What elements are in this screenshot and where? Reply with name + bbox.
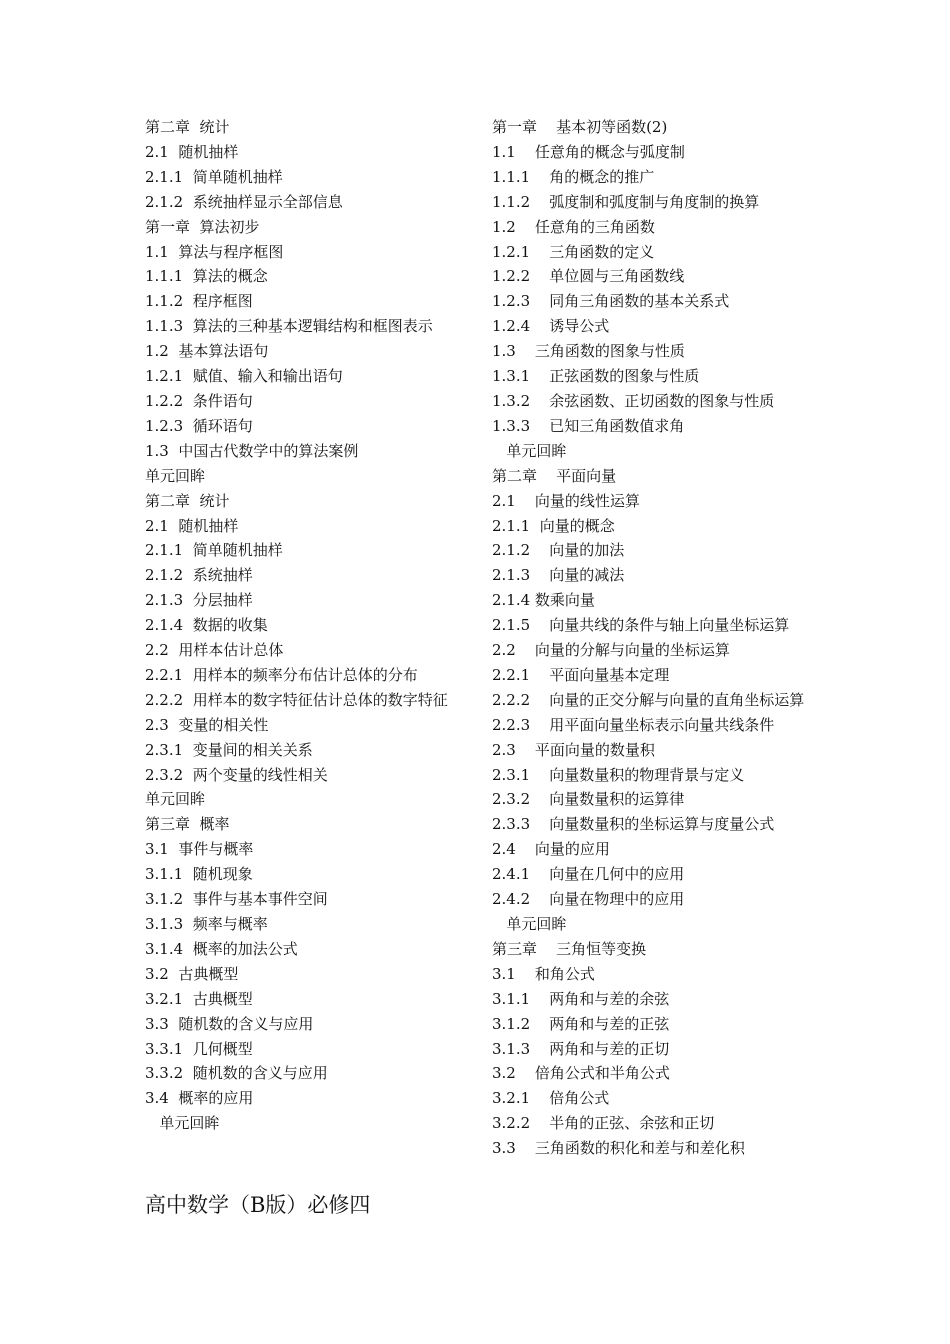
toc-entry: 2.3.2 向量数量积的运算律 [492, 790, 685, 809]
toc-entry: 2.2 向量的分解与向量的坐标运算 [492, 641, 730, 660]
toc-entry: 3.3.2 随机数的含义与应用 [145, 1064, 328, 1083]
toc-entry: 1.1 算法与程序框图 [145, 242, 284, 261]
toc-entry: 单元回眸 [492, 441, 567, 460]
toc-entry: 1.3.3 已知三角函数值求角 [492, 416, 685, 435]
toc-entry: 第一章 算法初步 [145, 217, 260, 236]
toc-entry: 2.3 变量的相关性 [145, 715, 269, 734]
toc-entry: 第一章 基本初等函数(2) [492, 118, 668, 136]
toc-entry: 2.2.3 用平面向量坐标表示向量共线条件 [492, 715, 775, 734]
toc-entry: 第三章 三角恒等变换 [492, 939, 647, 958]
toc-entry: 3.1 和角公式 [492, 964, 595, 983]
toc-entry: 3.3 三角函数的积化和差与和差化积 [492, 1139, 745, 1158]
right-toc-column [492, 115, 814, 1161]
toc-entry: 2.1.3 分层抽样 [145, 591, 253, 610]
toc-entry: 2.1 向量的线性运算 [492, 491, 640, 510]
toc-entry: 1.1.1 角的概念的推广 [492, 167, 655, 186]
toc-entry: 3.2 古典概型 [145, 964, 239, 983]
toc-entry: 2.4.1 向量在几何中的应用 [492, 865, 685, 884]
toc-entry: 单元回眸 [145, 466, 206, 485]
book-title: 高中数学（B版）必修四 [145, 1193, 371, 1217]
toc-entry: 2.3.1 变量间的相关关系 [145, 740, 313, 759]
toc-entry: 2.2.2 用样本的数字特征估计总体的数字特征 [145, 690, 448, 709]
toc-entry: 2.1.2 系统抽样显示全部信息 [145, 192, 343, 211]
toc-entry: 1.2.3 循环语句 [145, 416, 253, 435]
toc-entry: 3.3.1 几何概型 [145, 1039, 253, 1058]
toc-entry: 单元回眸 [145, 1114, 220, 1133]
toc-entry: 3.2.2 半角的正弦、余弦和正切 [492, 1114, 715, 1133]
toc-entry: 2.4.2 向量在物理中的应用 [492, 890, 685, 909]
toc-entry: 1.3 三角函数的图象与性质 [492, 342, 685, 361]
toc-entry: 2.2.1 平面向量基本定理 [492, 665, 670, 684]
toc-entry: 2.1.4 数据的收集 [145, 616, 268, 635]
toc-entry: 3.3 随机数的含义与应用 [145, 1014, 314, 1033]
toc-entry: 3.1 事件与概率 [145, 840, 254, 859]
toc-entry: 1.2.2 条件语句 [145, 391, 253, 410]
toc-entry: 2.1 随机抽样 [145, 142, 239, 161]
toc-entry: 2.1.2 系统抽样 [145, 566, 253, 585]
toc-entry: 2.1.2 向量的加法 [492, 541, 625, 560]
toc-entry: 2.2.2 向量的正交分解与向量的直角坐标运算 [492, 690, 805, 709]
toc-entry: 3.2 倍角公式和半角公式 [492, 1064, 670, 1083]
toc-entry: 2.1.4 数乘向量 [492, 591, 595, 610]
toc-entry: 1.3.2 余弦函数、正切函数的图象与性质 [492, 391, 775, 410]
toc-entry: 1.3.1 正弦函数的图象与性质 [492, 367, 700, 386]
toc-entry: 1.3 中国古代数学中的算法案例 [145, 441, 359, 460]
toc-entry: 3.2.1 倍角公式 [492, 1089, 610, 1108]
toc-entry: 2.2.1 用样本的频率分布估计总体的分布 [145, 665, 418, 684]
toc-entry: 2.2 用样本估计总体 [145, 641, 284, 660]
toc-entry: 第二章 统计 [145, 118, 230, 136]
toc-entry: 1.2.3 同角三角函数的基本关系式 [492, 292, 730, 311]
toc-entry: 3.2.1 古典概型 [145, 989, 253, 1008]
toc-entry: 3.1.2 事件与基本事件空间 [145, 890, 328, 909]
toc-entry: 第二章 平面向量 [492, 466, 617, 485]
toc-entry: 3.1.1 两角和与差的余弦 [492, 989, 670, 1008]
toc-entry: 3.1.2 两角和与差的正弦 [492, 1014, 670, 1033]
toc-entry: 2.1.1 向量的概念 [492, 516, 615, 535]
toc-entry: 1.2.1 赋值、输入和输出语句 [145, 367, 343, 386]
toc-entry: 1.1 任意角的概念与弧度制 [492, 142, 685, 161]
toc-entry: 3.4 概率的应用 [145, 1089, 254, 1108]
toc-entry: 3.1.3 两角和与差的正切 [492, 1039, 670, 1058]
toc-entry: 1.2.4 诱导公式 [492, 317, 610, 336]
toc-entry: 第二章 统计 [145, 491, 230, 510]
toc-entry: 3.1.1 随机现象 [145, 865, 253, 884]
toc-entry: 单元回眸 [145, 790, 206, 809]
toc-entry: 2.3 平面向量的数量积 [492, 740, 655, 759]
toc-entry: 2.1.1 简单随机抽样 [145, 167, 283, 186]
toc-entry: 2.4 向量的应用 [492, 840, 610, 859]
toc-entry: 1.2.1 三角函数的定义 [492, 242, 655, 261]
toc-entry: 1.2.2 单位圆与三角函数线 [492, 267, 685, 286]
toc-entry: 2.1 随机抽样 [145, 516, 239, 535]
toc-entry: 2.3.3 向量数量积的坐标运算与度量公式 [492, 815, 775, 834]
toc-entry: 3.1.4 概率的加法公式 [145, 939, 298, 958]
toc-entry: 1.1.1 算法的概念 [145, 267, 268, 286]
toc-entry: 2.3.2 两个变量的线性相关 [145, 765, 328, 784]
left-toc-column [145, 115, 465, 1136]
toc-entry: 1.2 基本算法语句 [145, 342, 269, 361]
toc-entry: 1.1.2 程序框图 [145, 292, 253, 311]
toc-entry: 第三章 概率 [145, 815, 230, 834]
toc-entry: 3.1.3 频率与概率 [145, 915, 268, 933]
toc-entry: 1.1.2 弧度制和弧度制与角度制的换算 [492, 192, 760, 211]
toc-entry: 2.1.1 简单随机抽样 [145, 541, 283, 560]
toc-entry: 2.1.5 向量共线的条件与轴上向量坐标运算 [492, 616, 790, 635]
toc-entry: 1.1.3 算法的三种基本逻辑结构和框图表示 [145, 317, 433, 336]
toc-entry: 2.1.3 向量的减法 [492, 566, 625, 585]
toc-entry: 1.2 任意角的三角函数 [492, 217, 655, 236]
toc-entry: 2.3.1 向量数量积的物理背景与定义 [492, 765, 745, 784]
toc-entry: 单元回眸 [492, 915, 567, 933]
